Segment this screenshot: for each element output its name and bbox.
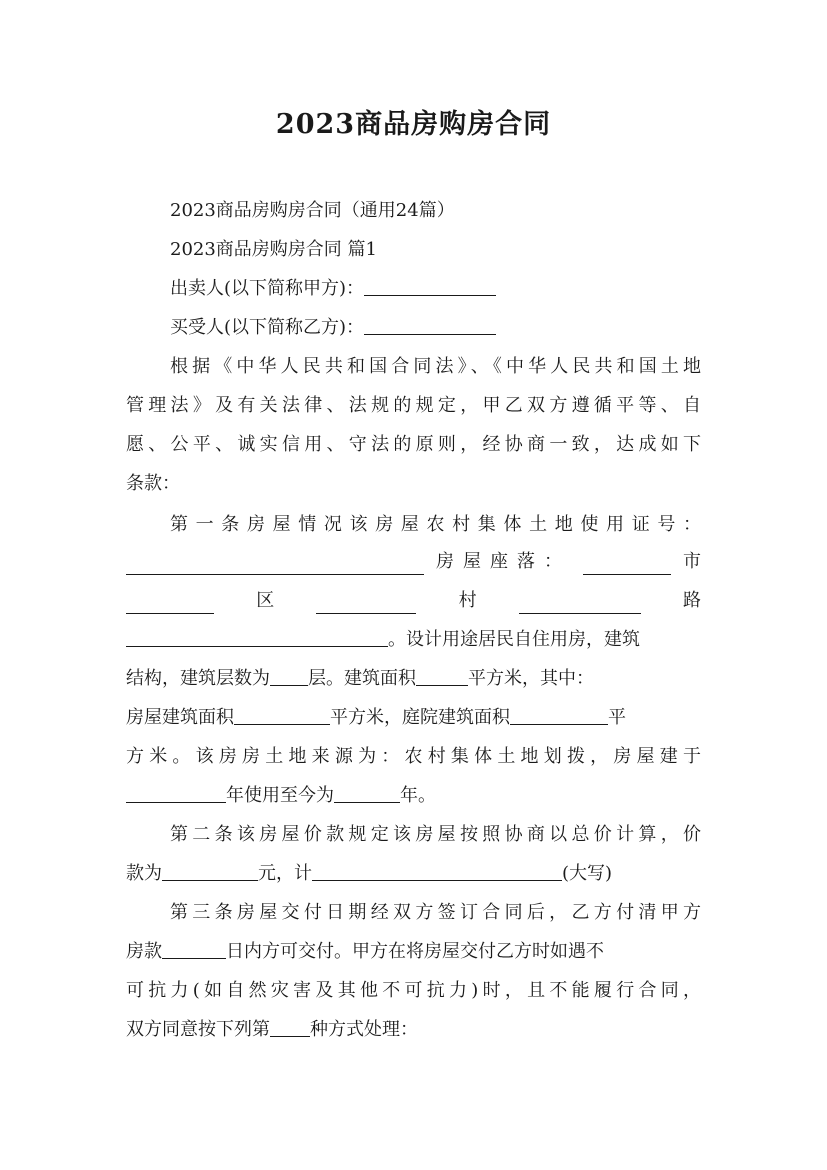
price-label: 款为 (126, 863, 162, 884)
buyer-line (170, 315, 701, 341)
price-words-label: (大写) (562, 863, 613, 884)
building-area-blank[interactable] (234, 706, 330, 725)
article3-line (126, 939, 701, 965)
road-label: 路 (682, 590, 701, 611)
used-years-blank[interactable] (334, 784, 400, 803)
delivery-text: 日内方可交付。甲方在将房屋交付乙方时如遇不 (226, 941, 604, 962)
yard-area-label: 平方米，庭院建筑面积 (330, 707, 510, 728)
payment-days-blank[interactable] (162, 940, 226, 959)
built-year-blank[interactable] (126, 784, 226, 803)
building-area-label: 房屋建筑面积 (126, 707, 234, 728)
article1-line: 第一条房屋情况该房屋农村集体土地使用证号： (170, 514, 701, 535)
usage-text: 。设计用途居民自住用房，建筑 (388, 629, 640, 650)
floors-label: 结构，建筑层数为 (126, 668, 270, 689)
village-label: 村 (458, 590, 477, 611)
document-title: 2023商品房购房合同 (275, 109, 552, 140)
location-label: 房屋座落： (436, 551, 571, 572)
village-blank[interactable] (316, 595, 416, 614)
article1-line (126, 549, 701, 575)
article1-line (126, 783, 701, 809)
article1-line (126, 705, 701, 731)
price-unit: 元，计 (258, 863, 312, 884)
seller-label: 出卖人(以下简称甲方)： (170, 278, 365, 299)
article1-line: 方米。该房房土地来源为：农村集体土地划拨，房屋建于 (126, 746, 701, 767)
article1-line (126, 666, 701, 692)
intro-line: 管理法》及有关法律、法规的规定，甲乙双方遵循平等、自 (126, 395, 701, 416)
option-blank[interactable] (270, 1018, 310, 1037)
area-label: 层。建筑面积 (308, 668, 416, 689)
buyer-label: 买受人(以下简称乙方)： (170, 317, 365, 338)
option-text: 种方式处理： (310, 1019, 418, 1040)
option-label: 双方同意按下列第 (126, 1019, 270, 1040)
area-blank[interactable] (416, 667, 468, 686)
section-heading: 2023商品房购房合同 篇1 (170, 239, 377, 260)
article1-line (126, 627, 701, 653)
city-label: 市 (683, 551, 701, 572)
price-blank[interactable] (162, 862, 258, 881)
payment-label: 房款 (126, 941, 162, 962)
road-number-blank[interactable] (126, 628, 388, 647)
land-cert-blank[interactable] (126, 556, 424, 575)
yard-area-blank[interactable] (510, 706, 608, 725)
article2-line: 第二条该房屋价款规定该房屋按照协商以总价计算，价 (170, 824, 701, 845)
floors-blank[interactable] (270, 667, 308, 686)
seller-blank[interactable] (364, 277, 496, 296)
article3-line: 第三条房屋交付日期经双方签订合同后，乙方付清甲方 (170, 902, 701, 923)
used-years-unit: 年。 (400, 785, 436, 806)
article3-line (126, 1017, 701, 1043)
buyer-blank[interactable] (364, 316, 496, 335)
document-subtitle: 2023商品房购房合同（通用24篇） (170, 200, 455, 221)
price-words-blank[interactable] (312, 862, 562, 881)
area-unit: 平方米，其中： (468, 668, 594, 689)
district-blank[interactable] (126, 595, 214, 614)
road-blank[interactable] (519, 595, 641, 614)
intro-line: 愿、公平、诚实信用、守法的原则，经协商一致，达成如下 (126, 434, 701, 455)
article1-line (126, 588, 701, 614)
intro-line: 条款： (126, 473, 180, 494)
seller-line (170, 276, 701, 302)
article3-line: 可抗力(如自然灾害及其他不可抗力)时，且不能履行合同， (126, 980, 701, 1001)
city-blank[interactable] (583, 556, 671, 575)
used-years-label: 年使用至今为 (226, 785, 334, 806)
yard-area-unit: 平 (608, 707, 626, 728)
article2-line (126, 861, 701, 887)
intro-line: 根据《中华人民共和国合同法》、《中华人民共和国土地 (170, 356, 701, 377)
district-label: 区 (256, 590, 275, 611)
